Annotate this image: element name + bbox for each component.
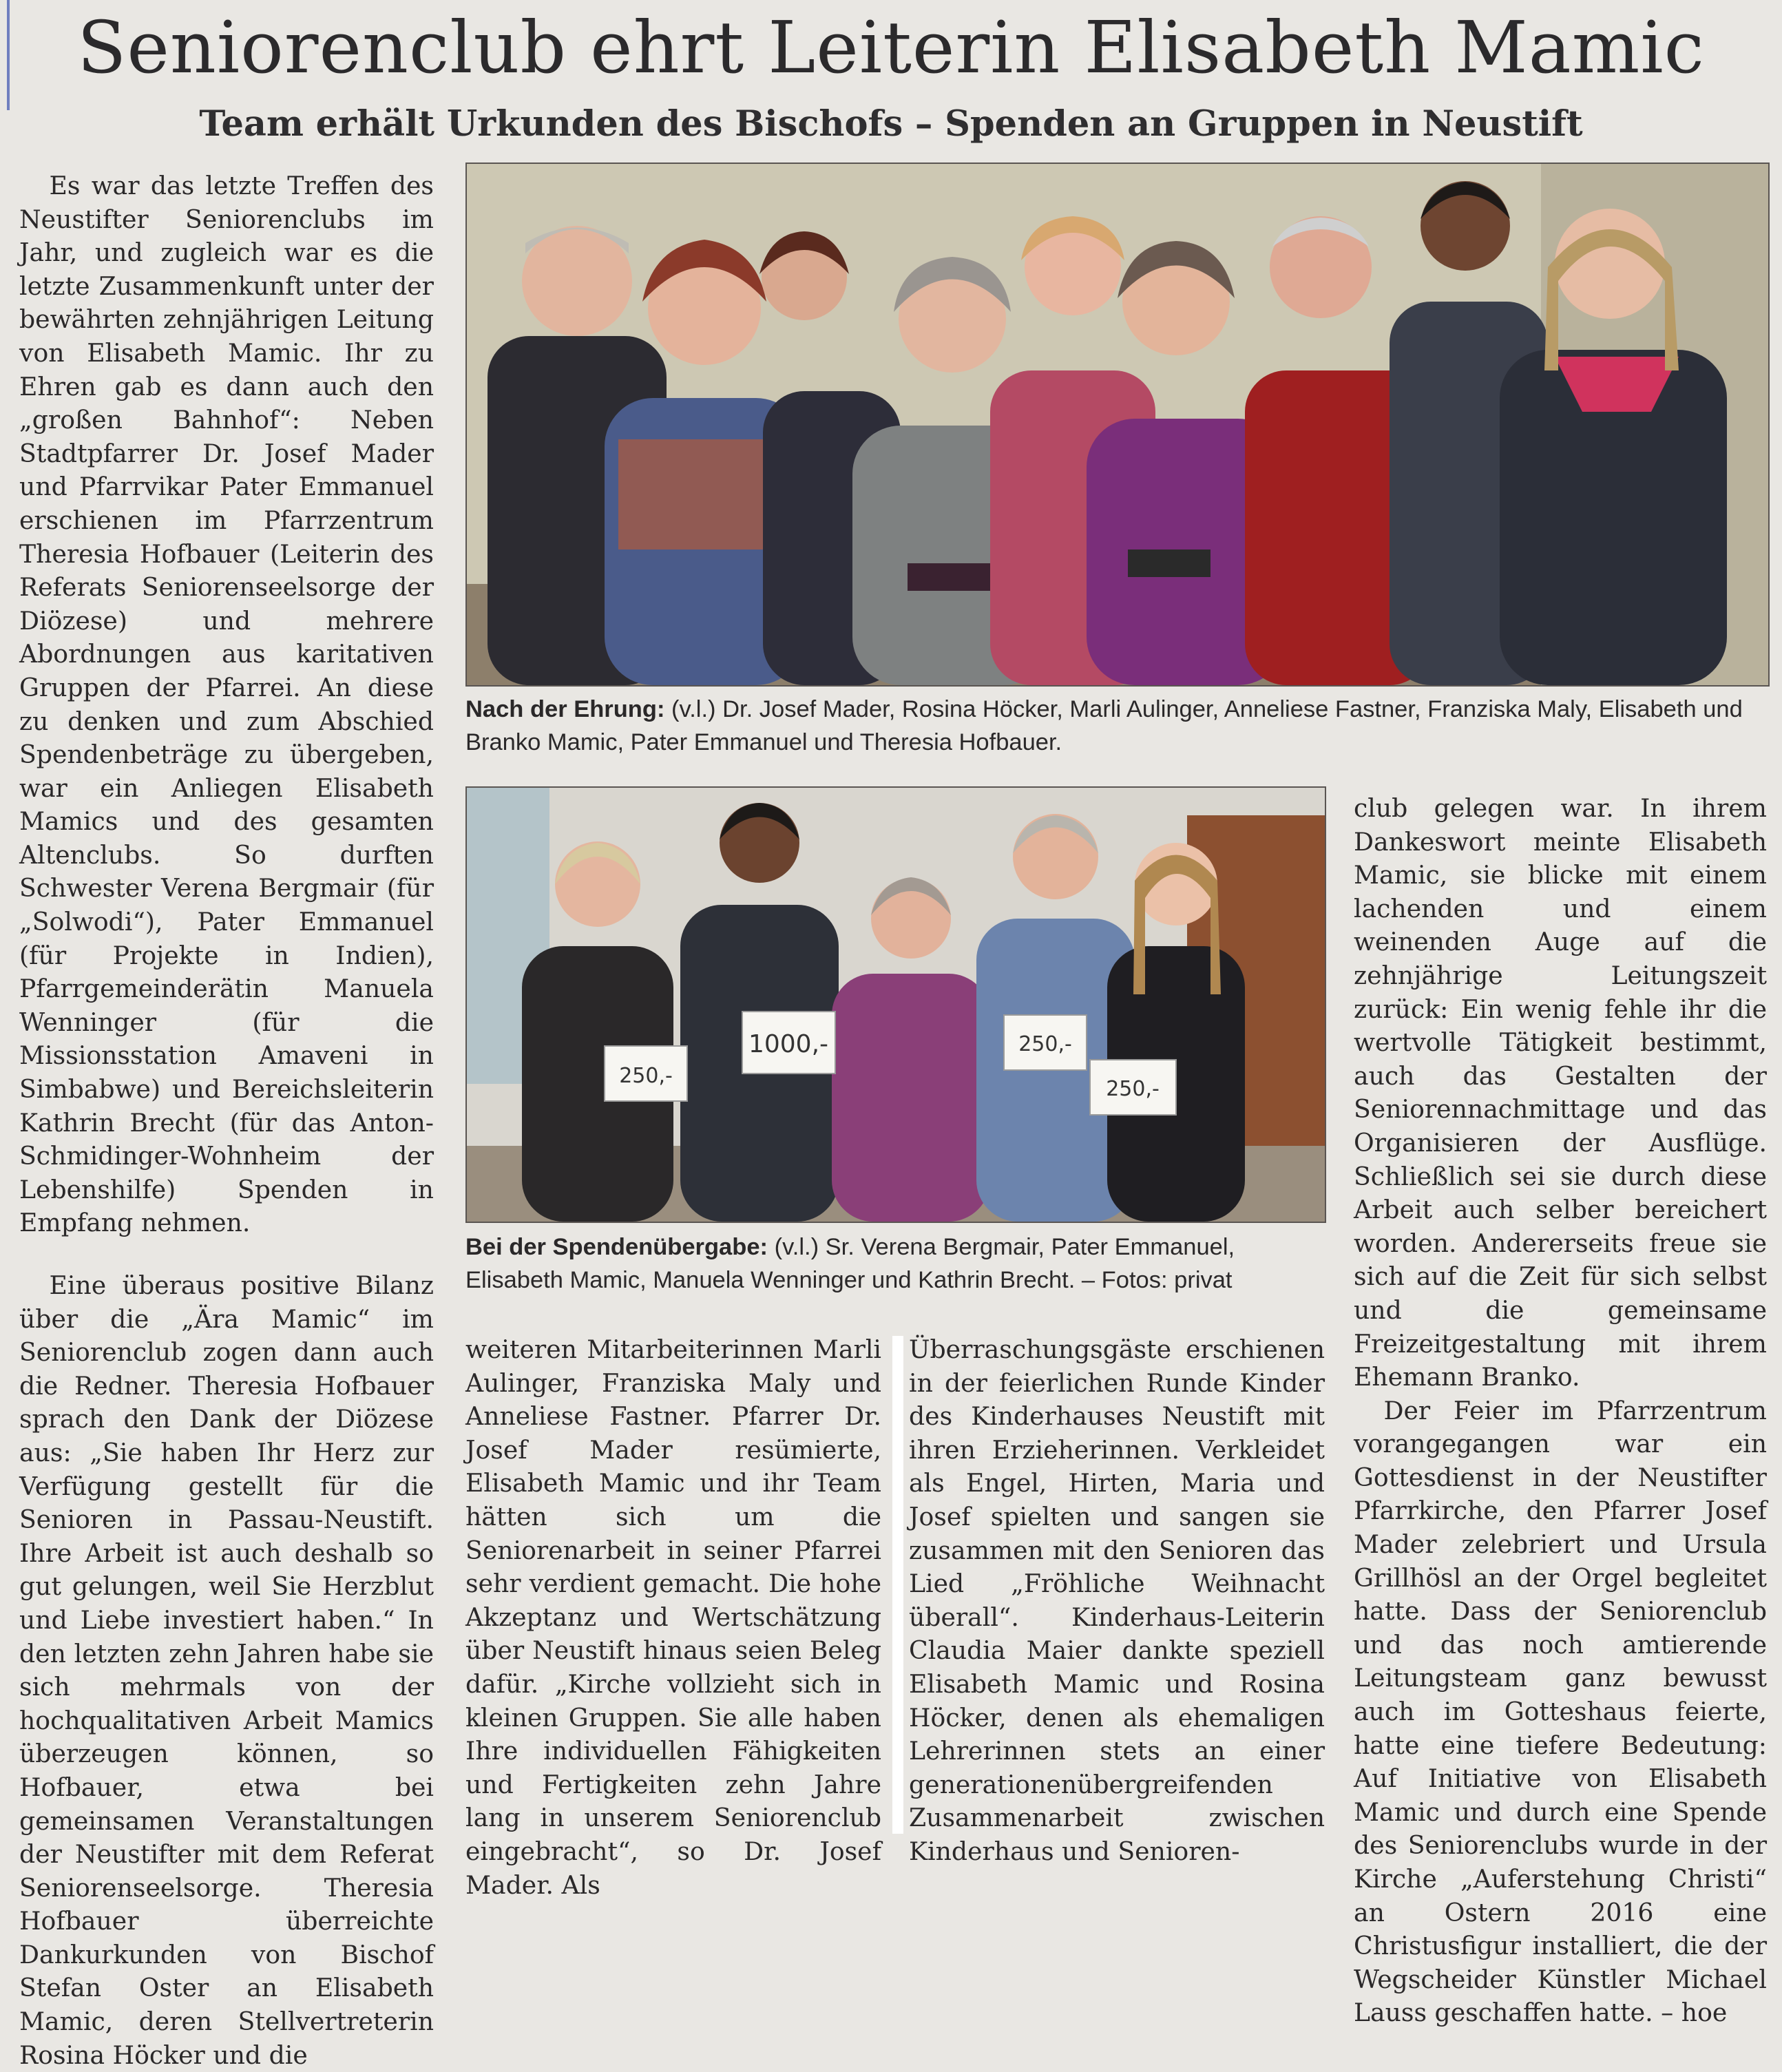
- article-column-3: [909, 1333, 1325, 1869]
- card-amount: 250,-: [619, 1064, 673, 1088]
- photo-caption-honoring: [465, 693, 1770, 759]
- donation-card: [1090, 1060, 1176, 1115]
- paragraph: Eine überaus positive Bilanz über die „Ära Mamic“ im Seniorenclub zogen dann auch die Redner. Theresia Hofbauer sprach den Dank der Diözese aus: „Sie haben Ihr Herz zur Verfügung gestellt für die Senioren in Passau-Neustift. Ihre Arbeit ist auch deshalb so gut gelungen, weil Sie Herzblut und Liebe investiert haben.“ In den letzten zehn Jahren habe sie sich mehrmals von der hochqualitativen Arbeit Mamics überzeugen können, so Hofbauer, etwa bei gemeinsamen Veranstaltungen der Neustifter mit dem Referat Seniorenseelsorge. Theresia Hofbauer überreichte Dankurkunden von Bischof Stefan Oster an Elisabeth Mamic, deren Stellvertreterin Rosina Höcker und die: [19, 1270, 434, 2070]
- caption-text: (v.l.) Dr. Josef Mader, Rosina Höcker, Marli Aulinger, Anneliese Fastner, Franziska Maly, Elisabeth und Branko Mamic, Pater Emmanuel und Theresia Hofbauer.: [465, 696, 1743, 755]
- paragraph: club gelegen war. In ihrem Dankeswort meinte Elisabeth Mamic, sie blicke mit einem lachenden und einem weinenden Auge auf die zehnjährige Leitungszeit zurück: Ein wenig fehle ihr die wertvolle Tätigkeit bestimmt, auch das Gestalten der Seniorennachmittage und das Organisieren der Ausflüge. Schließlich sei sie durch diese Arbeit auch selber bereichert worden. Andererseits freue sie sich auf die Zeit für sich selbst und die gemeinsame Freizeitgestaltung mit ihrem Ehemann Branko.: [1354, 793, 1767, 1392]
- photo-caption-donation: [465, 1231, 1326, 1297]
- headline: Seniorenclub ehrt Leiterin Elisabeth Mamic: [77, 6, 1705, 90]
- donation-photo-illustration: [467, 788, 1325, 1222]
- column-gap: [892, 1336, 903, 1834]
- article-column-2: [465, 1333, 881, 1902]
- article-column-1: [19, 169, 434, 2072]
- donation-card: [605, 1046, 687, 1101]
- card-amount: 250,-: [1018, 1032, 1072, 1056]
- subheadline: Team erhält Urkunden des Bischofs – Spenden an Gruppen in Neustift: [199, 103, 1583, 145]
- photo-donation-handover: [465, 786, 1326, 1223]
- paragraph: weiteren Mitarbeiterinnen Marli Aulinger, Franziska Maly und Anneliese Fastner. Pfarrer Dr. Josef Mader resümierte, Elisabeth Mamic und ihr Team hätten sich um die Seniorenarbeit in seiner Pfarrei sehr verdient gemacht. Die hohe Akzeptanz und Wertschätzung über Neustift hinaus seien Beleg dafür. „Kirche vollzieht sich in kleinen Gruppen. Sie alle haben Ihre individuellen Fähigkeiten und Fertigkeiten zehn Jahre lang in unserem Seniorenclub eingebracht“, so Dr. Josef Mader. Als: [465, 1335, 881, 1900]
- donation-card: [742, 1012, 835, 1074]
- paragraph: Überraschungsgäste erschienen in der feierlichen Runde Kinder des Kinderhauses Neustift mit ihren Erzieherinnen. Verkleidet als Engel, Hirten, Maria und Josef spielten und sangen sie zusammen mit den Senioren das Lied „Fröhliche Weihnacht überall“. Kinderhaus-Leiterin Claudia Maier dankte speziell Elisabeth Mamic und Rosina Höcker, denen als ehemaligen Lehrerinnen stets an einer generationenübergreifenden Zusammenarbeit zwischen Kinderhaus und Senioren-: [909, 1335, 1325, 1866]
- paragraph: Der Feier im Pfarrzentrum vorangegangen war ein Gottesdienst in der Neustifter Pfarrkirche, den Pfarrer Josef Mader zelebriert und Ursula Grillhösl an der Orgel begleitet hatte. Dass der Seniorenclub und das noch amtierende Leitungsteam ganz bewusst auch im Gotteshaus feierte, hatte eine tiefere Bedeutung: Auf Initiative von Elisabeth Mamic und durch eine Spende des Seniorenclubs wurde in der Kirche „Auferstehung Christi“ an Ostern 2016 eine Christusfigur installiert, die der Wegscheider Künstler Michael Lauss geschaffen hatte. – hoe: [1354, 1395, 1767, 2028]
- caption-text: (v.l.) Sr. Verena Bergmair, Pater Emmanuel, Elisabeth Mamic, Manuela Wenninger und Kathrin Brecht. – Fotos: privat: [465, 1234, 1235, 1293]
- card-amount: 250,-: [1106, 1077, 1160, 1101]
- paragraph: Es war das letzte Treffen des Neustifter Seniorenclubs im Jahr, und zugleich war es die letzte Zusammenkunft unter der bewährten zehnjährigen Leitung von Elisabeth Mamic. Ihr zu Ehren gab es dann auch den „großen Bahnhof“: Neben Stadtpfarrer Dr. Josef Mader und Pfarrvikar Pater Emmanuel erschienen im Pfarrzentrum Theresia Hofbauer (Leiterin des Referats Seniorenseelsorge der Diözese) und mehrere Abordnungen aus karitativen Gruppen der Pfarrei. An diese zu denken und zum Abschied Spendenbeträge zu übergeben, war ein Anliegen Elisabeth Mamics und des gesamten Altenclubs. So durften Schwester Verena Bergmair (für „Solwodi“), Pater Emmanuel (für Projekte in Indien), Pfarrgemeinderätin Manuela Wenninger (für die Missionsstation Amaveni in Simbabwe) und Bereichsleiterin Kathrin Brecht (für das Anton-Schmidinger-Wohnheim der Lebenshilfe) Spenden in Empfang nehmen.: [19, 171, 434, 1238]
- article-column-4: [1354, 792, 1767, 2030]
- caption-lead: Nach der Ehrung:: [465, 696, 665, 722]
- card-amount: 1000,-: [748, 1030, 829, 1058]
- donation-card: [1004, 1015, 1087, 1070]
- caption-lead: Bei der Spendenübergabe:: [465, 1234, 768, 1260]
- group-photo-illustration: [467, 164, 1768, 685]
- photo-honoring-group: [465, 163, 1770, 687]
